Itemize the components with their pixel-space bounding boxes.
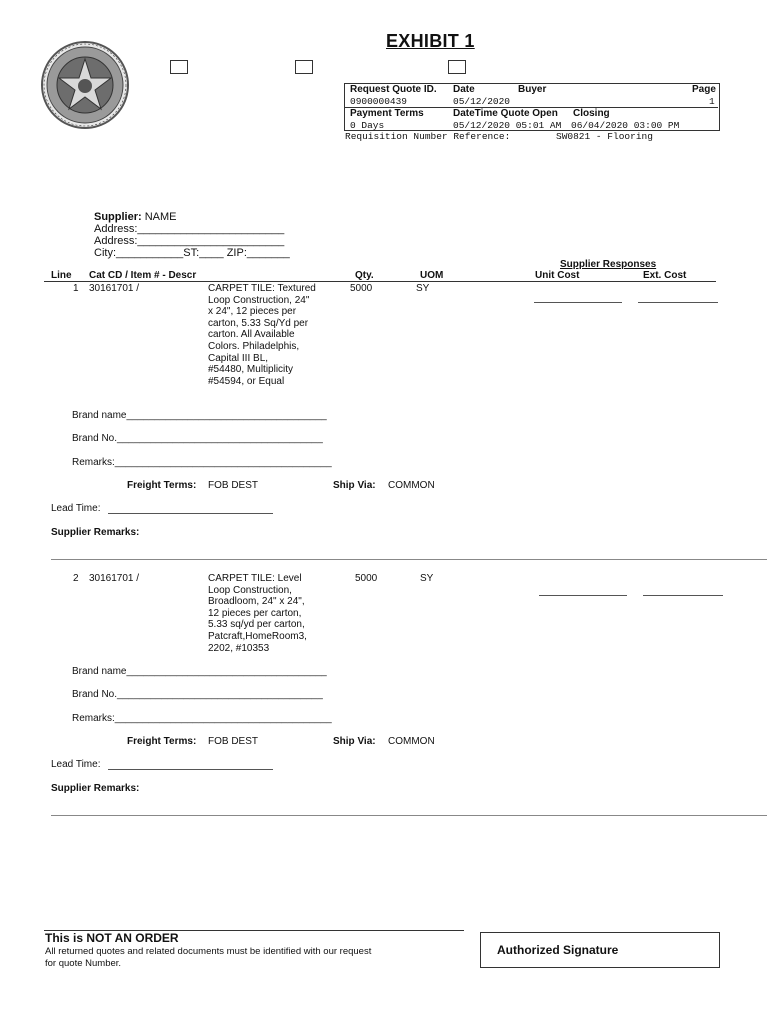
authorized-signature: Authorized Signature [497,943,619,957]
item2-freight-label: Freight Terms: [127,736,197,747]
item2-supplier-remarks-field[interactable] [51,815,767,816]
requisition-label: Requisition Number Reference: [345,131,511,142]
item1-remarks[interactable]: Remarks:_______________________________________ [72,457,332,468]
footer-note-line2: for quote Number. [45,958,122,969]
item2-supplier-remarks-label: Supplier Remarks: [51,783,140,794]
closing-value: 06/04/2020 03:00 PM [571,120,680,131]
datetime-open-value: 05/12/2020 05:01 AM [453,120,562,131]
item1-description: CARPET TILE: Textured Loop Construction, 24" x 24", 12 pieces per carton, 5.33 Sq/Yd per carton. All Available Colors. Philadelphis, Capital III BL, #54480, Multiplicity #54594, or Equal [208,283,316,387]
datetime-open-label: DateTime Quote Open [453,108,558,119]
checkbox-3[interactable] [448,60,466,74]
item1-line: 1 [73,283,79,294]
supplier-responses-header: Supplier Responses [560,259,657,270]
requisition-value: SW0821 - Flooring [556,131,653,142]
payment-terms-value: 0 Days [350,120,385,131]
col-unit-cost: Unit Cost [535,270,580,281]
item1-freight: FOB DEST [208,480,259,491]
item2-qty: 5000 [355,573,378,584]
col-qty: Qty. [355,270,374,281]
item2-cat: 30161701 / [89,573,140,584]
footer-note-line1: All returned quotes and related documents must be identified with our request [45,946,372,957]
item2-brand-name[interactable]: Brand name____________________________________ [72,666,327,677]
supplier-name: NAME [144,211,177,223]
item2-ext-cost-field[interactable] [643,595,723,596]
item2-description: CARPET TILE: Level Loop Construction, Broadloom, 24" x 24", 12 pieces per carton, 5.33 sq/yd per carton, Patcraft,HomeRoom3, 2202, #10353 [208,573,307,654]
page-label: Page [692,84,716,95]
item1-lead-time-field[interactable] [108,513,273,514]
item1-supplier-remarks-label: Supplier Remarks: [51,527,140,538]
item1-unit-cost-field[interactable] [534,302,622,303]
item1-supplier-remarks-field[interactable] [51,559,767,560]
supplier-label: Supplier: [94,211,142,223]
item1-ship-label: Ship Via: [333,480,376,491]
request-quote-id-label: Request Quote ID. [350,84,437,95]
col-ext-cost: Ext. Cost [643,270,687,281]
item1-ship: COMMON [388,480,435,491]
page-value: 1 [709,96,715,107]
item2-lead-time-field[interactable] [108,769,273,770]
checkbox-1[interactable] [170,60,188,74]
supplier-address2: Address:________________________ [94,235,285,247]
payment-terms-label: Payment Terms [350,108,424,119]
item2-remarks[interactable]: Remarks:_______________________________________ [72,713,332,724]
state-seal-icon [40,40,130,130]
item1-brand-no[interactable]: Brand No._____________________________________ [72,433,323,444]
item1-qty: 5000 [350,283,373,294]
checkbox-2[interactable] [295,60,313,74]
buyer-label: Buyer [518,84,547,95]
item1-cat: 30161701 / [89,283,140,294]
closing-label: Closing [573,108,610,119]
item1-lead-time-label: Lead Time: [51,503,101,514]
item2-uom: SY [420,573,434,584]
col-uom: UOM [420,270,444,281]
col-line: Line [51,270,72,281]
date-label: Date [453,84,475,95]
item1-ext-cost-field[interactable] [638,302,718,303]
not-an-order: This is NOT AN ORDER [45,931,179,945]
supplier-block [94,211,177,223]
item2-lead-time-label: Lead Time: [51,759,101,770]
item2-ship: COMMON [388,736,435,747]
item2-freight: FOB DEST [208,736,259,747]
date-value: 05/12/2020 [453,96,511,107]
item2-line: 2 [73,573,79,584]
supplier-address1: Address:________________________ [94,223,285,235]
item2-ship-label: Ship Via: [333,736,376,747]
document-title: EXHIBIT 1 [386,31,475,51]
request-quote-id: 0900000439 [350,96,408,107]
item2-unit-cost-field[interactable] [539,595,627,596]
item1-uom: SY [416,283,430,294]
item2-brand-no[interactable]: Brand No._____________________________________ [72,689,323,700]
item1-freight-label: Freight Terms: [127,480,197,491]
col-cat: Cat CD / Item # - Descr [89,270,197,281]
supplier-city: City:___________ST:____ ZIP:_______ [94,247,290,259]
table-header-rule [44,281,716,282]
item1-brand-name[interactable]: Brand name____________________________________ [72,410,327,421]
